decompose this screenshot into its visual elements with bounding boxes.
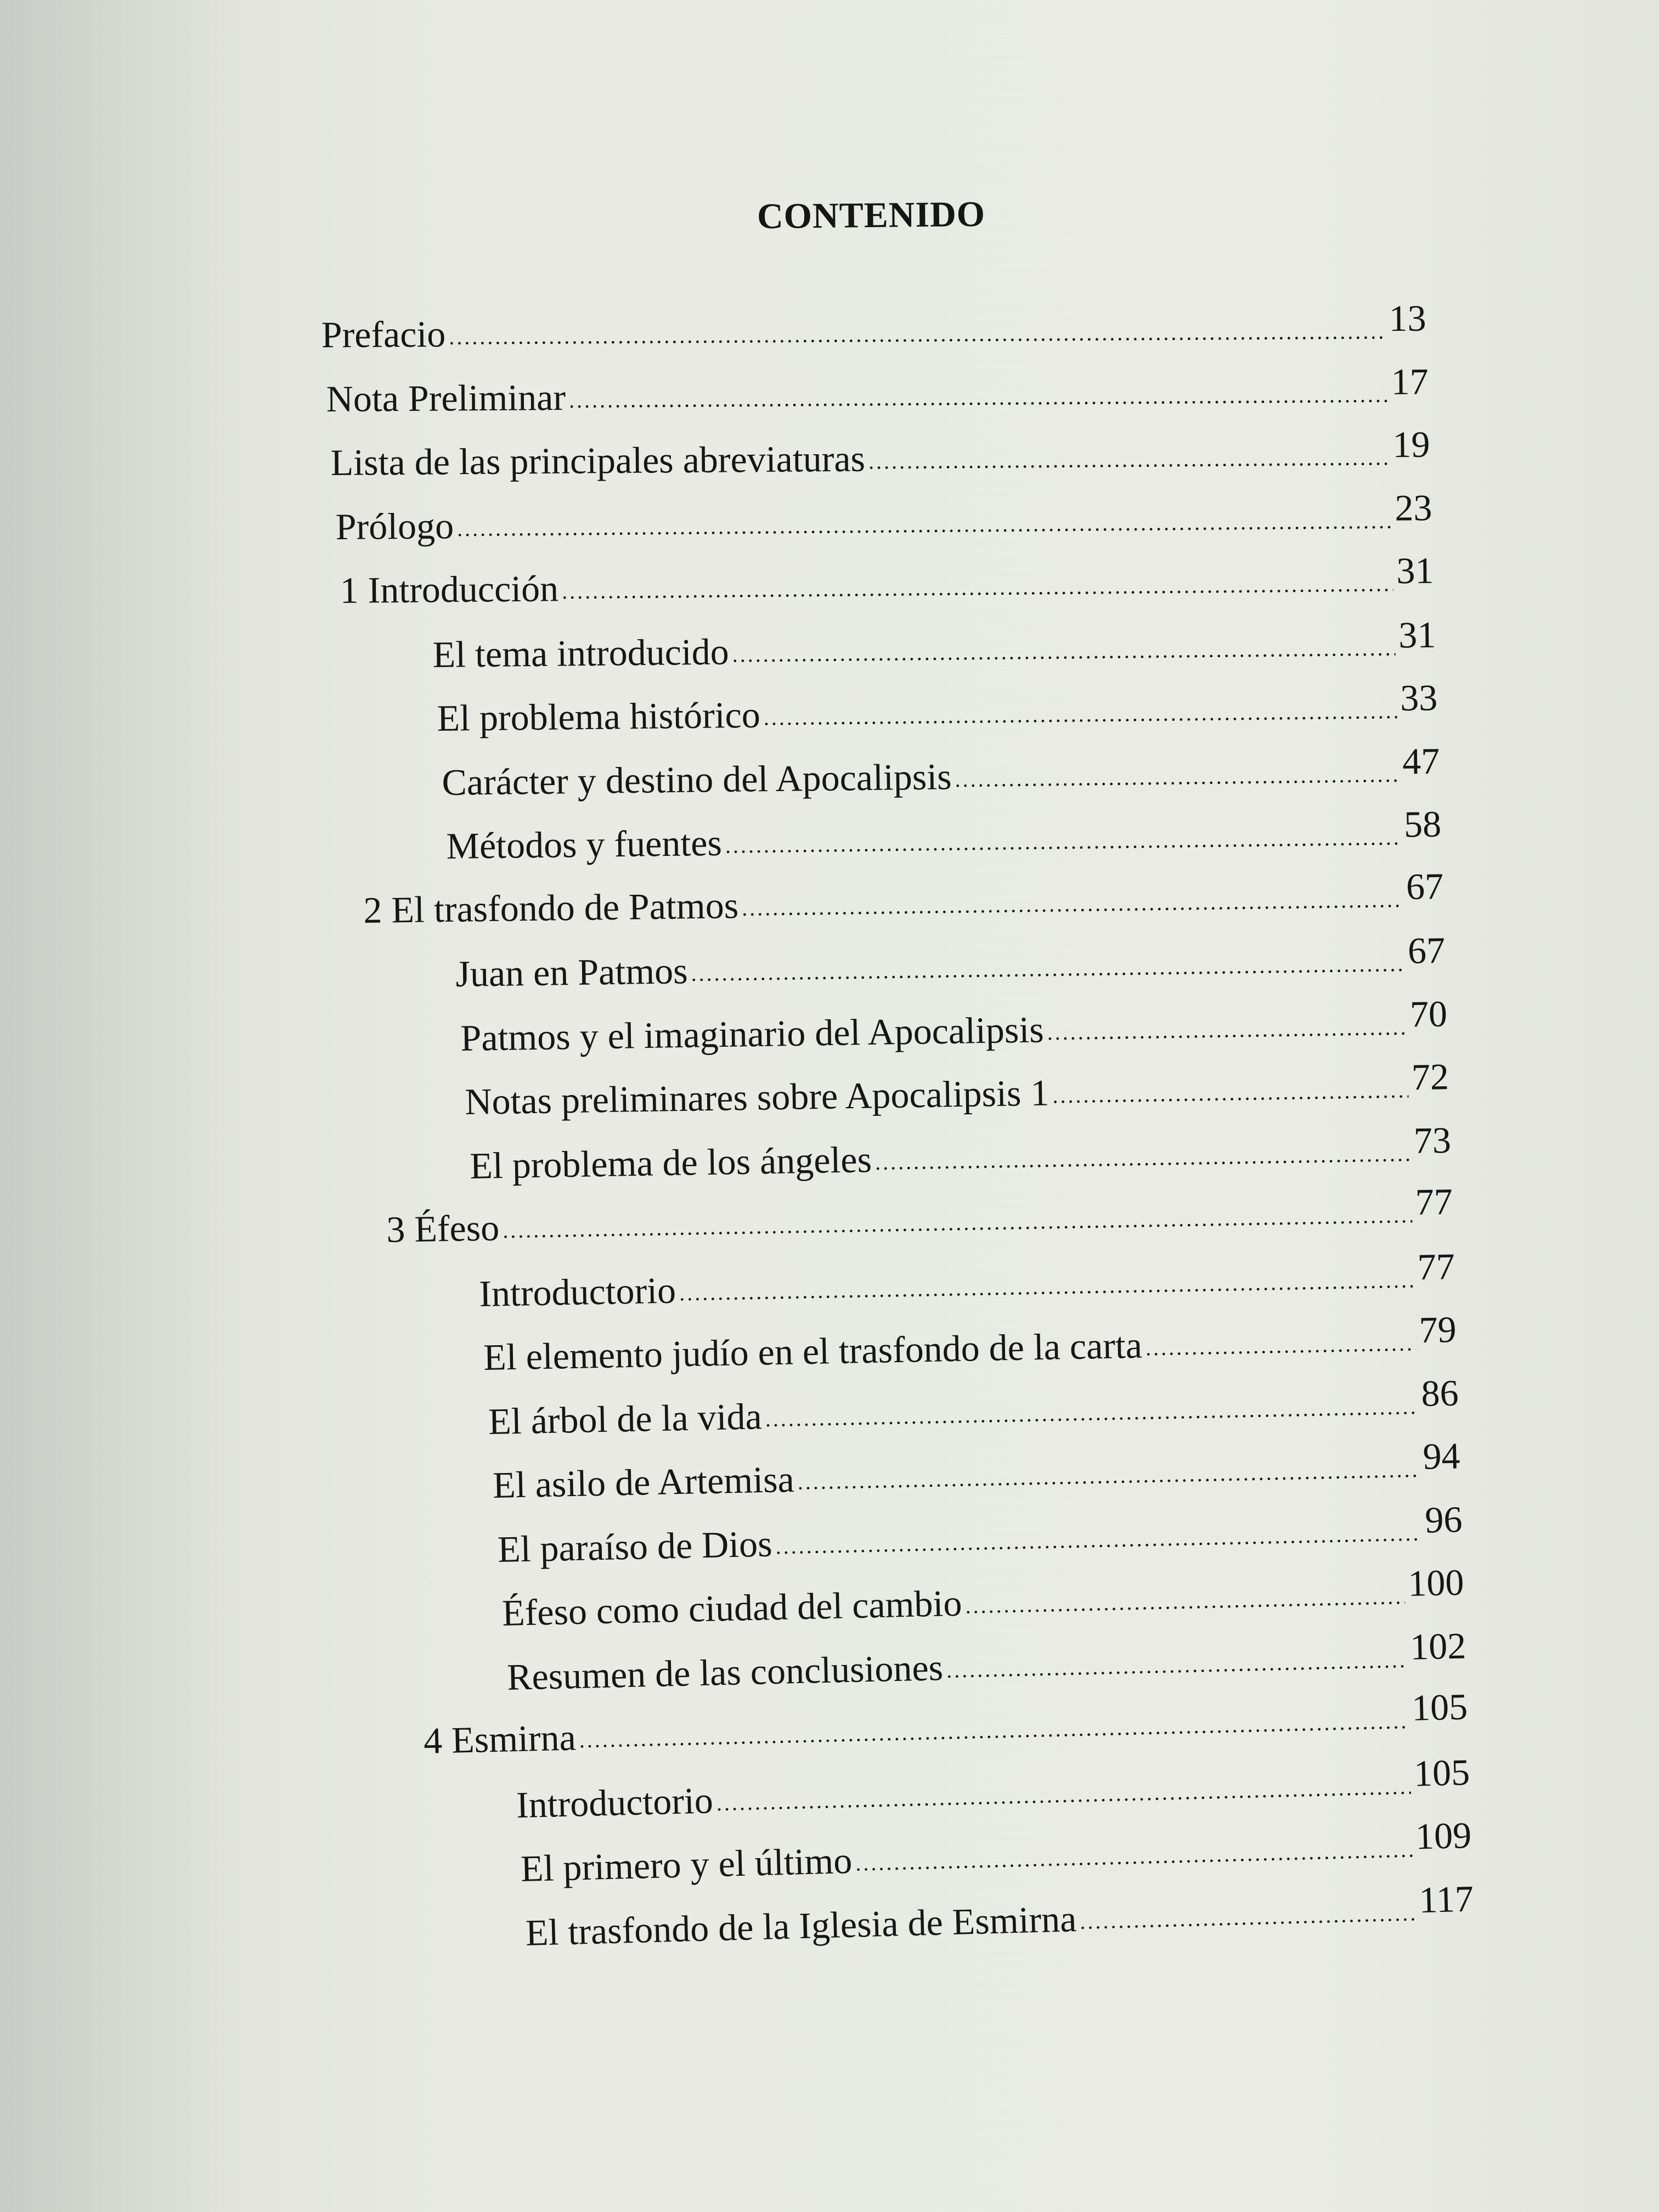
- toc-entry-title: Nota Preliminar: [325, 376, 566, 420]
- toc-entry: [321, 297, 1426, 357]
- toc-entry-page: 96: [1424, 1498, 1463, 1541]
- toc-entry: [464, 1056, 1449, 1124]
- dot-leader: [568, 383, 1387, 411]
- dot-leader: [765, 1396, 1418, 1430]
- dot-leader: [868, 447, 1390, 472]
- toc-entry-title: Introductorio: [478, 1269, 676, 1314]
- dot-leader: [1146, 1332, 1417, 1359]
- toc-entry: [455, 929, 1446, 996]
- toc-entry: [524, 1877, 1474, 1954]
- toc-entry: [520, 1814, 1472, 1891]
- dot-leader: [579, 1710, 1409, 1751]
- toc-entry-title: El asilo de Artemisa: [492, 1458, 795, 1506]
- toc-entry: [330, 423, 1430, 484]
- dot-leader: [503, 1204, 1413, 1242]
- toc-entry-title: El problema de los ángeles: [469, 1138, 872, 1187]
- dot-leader: [725, 826, 1401, 856]
- toc-entry: [496, 1498, 1463, 1571]
- toc-entry: [363, 865, 1444, 932]
- toc-entry-title: El primero y el último: [520, 1839, 853, 1890]
- toc-entry: [340, 549, 1434, 612]
- dot-leader: [965, 1585, 1405, 1617]
- toc-entry-page: 109: [1415, 1814, 1472, 1858]
- toc-entry-page: 105: [1411, 1685, 1469, 1729]
- toc-entry: [506, 1624, 1466, 1699]
- dot-leader: [1047, 1016, 1407, 1043]
- dot-leader: [732, 637, 1395, 665]
- toc-entry: [483, 1308, 1457, 1379]
- toc-entry: [478, 1245, 1455, 1316]
- dot-leader: [764, 700, 1397, 729]
- dot-leader: [874, 1143, 1410, 1173]
- toc-entry-page: 86: [1420, 1372, 1459, 1414]
- toc-entry-page: 67: [1407, 929, 1446, 972]
- toc-entry: [460, 992, 1448, 1060]
- toc-entry-title: 3 Éfeso: [386, 1206, 500, 1251]
- dot-leader: [1052, 1079, 1408, 1107]
- toc-entry-page: 47: [1402, 740, 1440, 782]
- toc-entry-page: 105: [1413, 1751, 1470, 1794]
- toc-entry-page: 94: [1422, 1435, 1461, 1477]
- toc-entry: [423, 1685, 1469, 1763]
- toc-entry-title: 1 Introducción: [340, 567, 559, 612]
- dot-leader: [456, 510, 1391, 539]
- toc-entry-title: El árbol de la vida: [487, 1395, 762, 1442]
- dot-leader: [741, 889, 1403, 919]
- toc-entry-title: Introductorio: [515, 1779, 714, 1826]
- dot-leader: [797, 1459, 1420, 1493]
- toc-entry-title: El paraíso de Dios: [496, 1522, 772, 1570]
- toc-entry-title: 2 El trasfondo de Patmos: [363, 884, 739, 931]
- toc-entry-title: Patmos y el imaginario del Apocalipsis: [460, 1008, 1044, 1059]
- toc-entry-title: Métodos y fuentes: [446, 821, 723, 867]
- toc-entry-title: Éfeso como ciudad del cambio: [501, 1582, 963, 1634]
- dot-leader: [955, 763, 1399, 790]
- page-title: CONTENIDO: [757, 194, 986, 237]
- toc-entry-title: Resumen de las conclusiones: [506, 1646, 944, 1698]
- toc-entry: [335, 486, 1432, 549]
- toc-entry-page: 67: [1406, 865, 1444, 907]
- toc-entry: [446, 803, 1442, 868]
- toc-entry: [386, 1180, 1453, 1251]
- dot-leader: [679, 1269, 1414, 1304]
- toc-entry: [325, 360, 1429, 421]
- toc-entry: [501, 1561, 1465, 1635]
- toc-entry-title: El elemento judío en el trasfondo de la carta: [483, 1324, 1143, 1379]
- toc-entry: [469, 1119, 1451, 1187]
- dot-leader: [562, 573, 1393, 602]
- toc-entry-page: 100: [1407, 1561, 1465, 1604]
- toc-entry-title: Prólogo: [335, 504, 454, 548]
- toc-entry-page: 102: [1409, 1624, 1466, 1668]
- toc-entry: [441, 740, 1440, 804]
- dot-leader: [1079, 1902, 1416, 1933]
- toc-entry-page: 70: [1409, 992, 1448, 1035]
- toc-entry-page: 73: [1413, 1119, 1451, 1161]
- dot-leader: [775, 1522, 1422, 1558]
- toc-entry: [432, 613, 1436, 676]
- toc-entry: [437, 676, 1438, 740]
- toc-entry-page: 13: [1389, 297, 1426, 340]
- toc-entry-title: El trasfondo de la Iglesia de Esmirna: [524, 1897, 1077, 1954]
- toc-entry-title: El problema histórico: [437, 693, 761, 740]
- toc-entry-page: 31: [1396, 549, 1434, 592]
- toc-entry: [515, 1751, 1470, 1826]
- dot-leader: [855, 1838, 1413, 1874]
- toc-entry-title: Juan en Patmos: [455, 950, 689, 995]
- toc-entry-title: 4 Esmirna: [423, 1716, 577, 1762]
- toc-entry-page: 77: [1417, 1245, 1455, 1288]
- dot-leader: [449, 320, 1386, 348]
- toc-entry-page: 17: [1390, 360, 1429, 403]
- toc-entry-page: 19: [1392, 423, 1430, 466]
- toc-entry-page: 23: [1394, 486, 1432, 529]
- dot-leader: [946, 1649, 1407, 1681]
- toc-entry-page: 33: [1400, 676, 1438, 719]
- toc-entry-title: El tema introducido: [432, 630, 729, 675]
- toc-entry-page: 72: [1411, 1056, 1449, 1098]
- dot-leader: [691, 953, 1404, 985]
- toc-entry: [492, 1435, 1461, 1507]
- toc-entry-title: Carácter y destino del Apocalipsis: [441, 755, 952, 803]
- toc-entry-page: 117: [1418, 1877, 1474, 1921]
- toc-entry-title: Prefacio: [321, 313, 446, 356]
- toc-entry-page: 77: [1415, 1180, 1453, 1223]
- dot-leader: [716, 1775, 1411, 1814]
- toc-entry: [487, 1372, 1459, 1443]
- toc-entry-page: 31: [1398, 613, 1436, 656]
- toc-entry-page: 79: [1418, 1308, 1457, 1351]
- toc-entry-page: 58: [1403, 803, 1442, 845]
- toc-entry-title: Notas preliminares sobre Apocalipsis 1: [464, 1071, 1049, 1123]
- toc-entry-title: Lista de las principales abreviaturas: [330, 437, 866, 484]
